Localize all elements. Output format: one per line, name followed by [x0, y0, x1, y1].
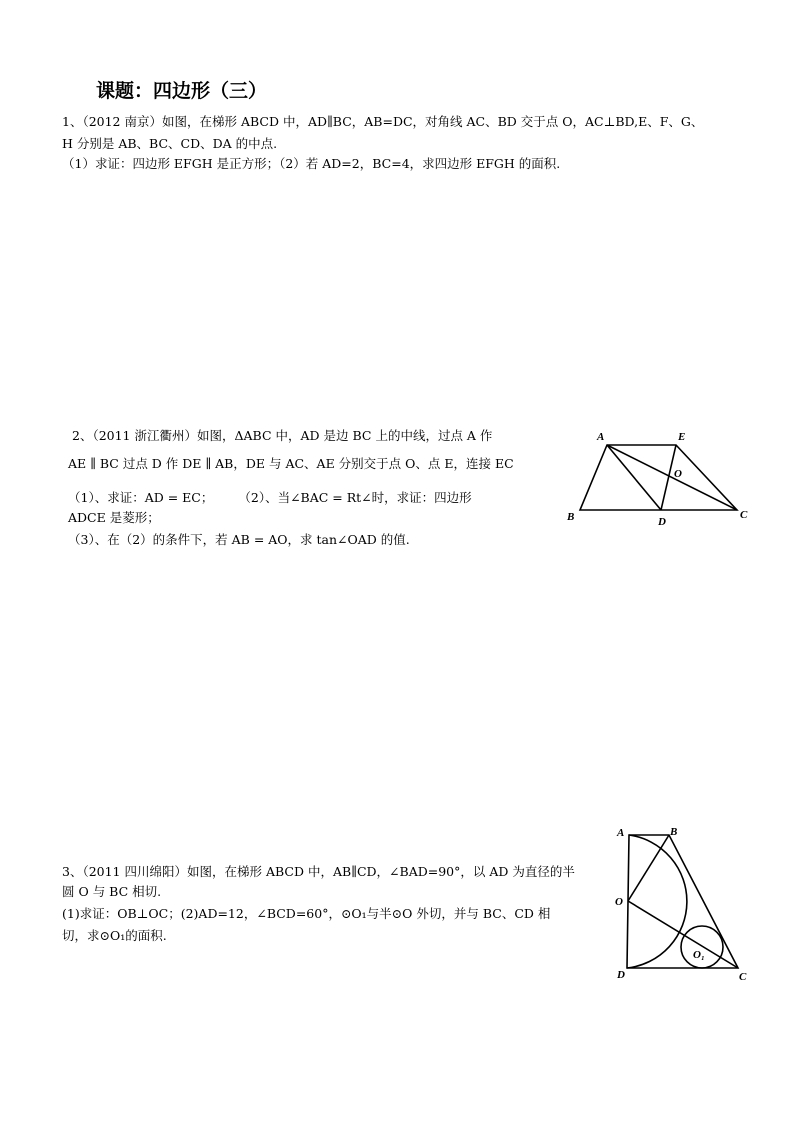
problem-1-line-2: H 分别是 AB、BC、CD、DA 的中点. — [62, 136, 278, 151]
problem-3-line-2: 圆 O 与 BC 相切. — [62, 884, 162, 899]
label-d3: D — [617, 969, 625, 981]
label-d: D — [658, 516, 666, 528]
label-o: O — [674, 468, 682, 480]
problem-3-line-3: (1)求证：OB⊥OC；(2)AD=12，∠BCD=60°，⊙O₁与半⊙O 外切，并与 BC、CD 相 — [62, 906, 551, 921]
label-b: B — [567, 511, 575, 523]
page-title: 课题：四边形（三） — [96, 80, 268, 102]
label-a: A — [597, 431, 605, 443]
problem-1-line-1: 1、（2012 南京）如图，在梯形 ABCD 中，AD∥BC，AB=DC，对角线 AC、BD 交于点 O，AC⊥BD,E、F、G、 — [62, 114, 704, 129]
label-o1: O₁ — [693, 949, 705, 961]
problem-2-line-5: （3）、在（2）的条件下，若 AB = AO，求 tan∠OAD 的值. — [68, 532, 410, 547]
problem-1-line-3: （1）求证：四边形 EFGH 是正方形；（2）若 AD=2，BC=4，求四边形 EFGH 的面积. — [62, 156, 561, 171]
label-a3: A — [617, 827, 625, 839]
label-c3: C — [739, 971, 747, 983]
segment-ob — [628, 835, 669, 901]
problem-2-line-4: ADCE 是菱形； — [68, 510, 160, 525]
label-b3: B — [670, 826, 678, 838]
label-e: E — [678, 431, 686, 443]
problem-3-line-1: 3、（2011 四川绵阳）如图，在梯形 ABCD 中，AB∥CD，∠BAD=90°，以 AD 为直径的半 — [62, 864, 575, 879]
problem-2-line-3: （1）、求证：AD = EC； （2）、当∠BAC = Rt∠时，求证：四边形 — [68, 490, 472, 505]
label-c: C — [740, 509, 748, 521]
problem-2-line-1: 2、（2011 浙江衢州）如图，ΔABC 中，AD 是边 BC 上的中线，过点 A 作 — [72, 428, 493, 443]
problem-2-line-2: AE ∥ BC 过点 D 作 DE ∥ AB，DE 与 AC、AE 分别交于点 O、点 E，连接 EC — [68, 456, 514, 471]
trapezoid-outline-3 — [627, 835, 738, 968]
label-o3: O — [615, 896, 623, 908]
problem-3-line-4: 切，求⊙O₁的面积. — [62, 928, 167, 943]
